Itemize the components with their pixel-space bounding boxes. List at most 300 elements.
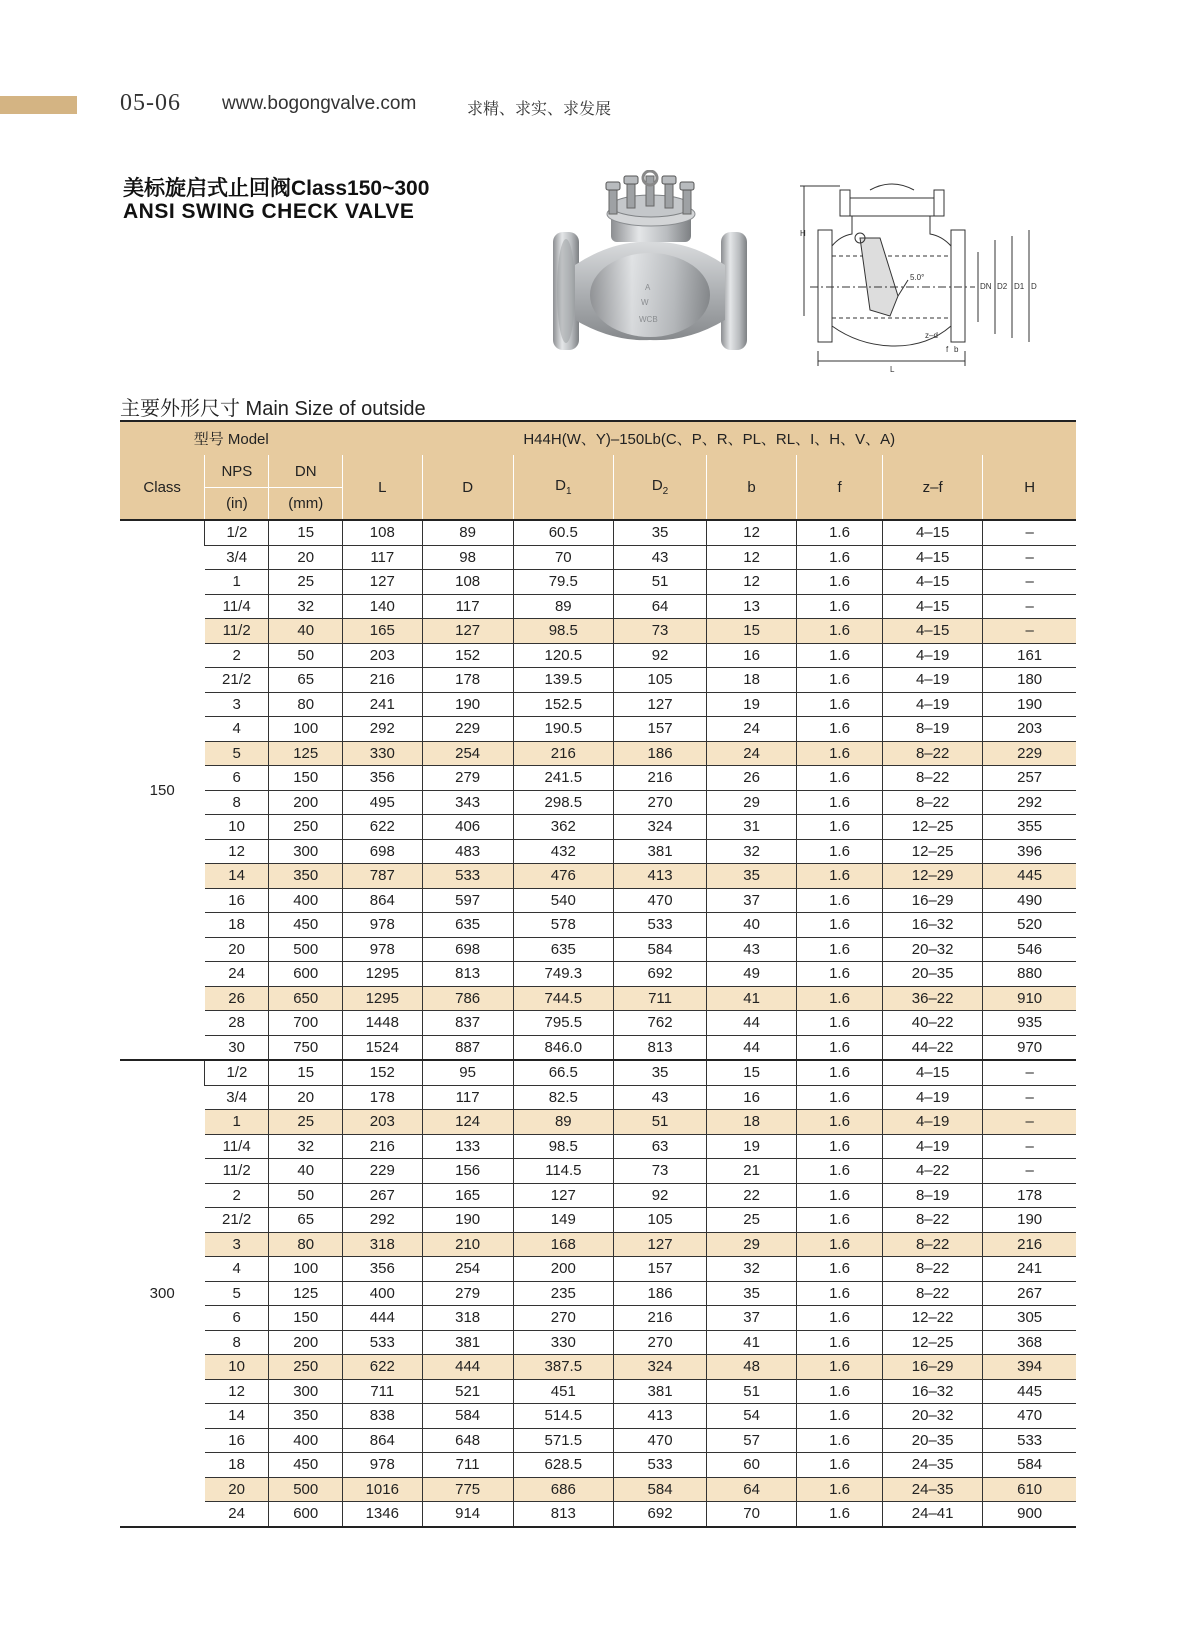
cell-b: 16 [707, 1085, 797, 1110]
table-row [120, 1502, 1076, 1527]
cell-nps: 3/4 [205, 545, 269, 570]
cell-D2: 711 [613, 986, 706, 1011]
col-header-b: b [707, 455, 797, 520]
cell-b: 24 [707, 717, 797, 742]
cell-D1: 749.3 [513, 962, 613, 987]
cell-zf: 24–35 [882, 1477, 982, 1502]
cell-zf: 8–22 [882, 1281, 982, 1306]
cell-D2: 64 [613, 594, 706, 619]
table-row [120, 1134, 1076, 1159]
cell-H: 241 [983, 1257, 1076, 1282]
cell-D: 117 [422, 1085, 513, 1110]
cell-f: 1.6 [797, 839, 883, 864]
cell-zf: 4–15 [882, 594, 982, 619]
cell-dn: 700 [269, 1011, 342, 1036]
cell-H: 190 [983, 692, 1076, 717]
cell-b: 48 [707, 1355, 797, 1380]
cell-D: 914 [422, 1502, 513, 1527]
cell-f: 1.6 [797, 1355, 883, 1380]
cell-f: 1.6 [797, 1306, 883, 1331]
cell-H: 880 [983, 962, 1076, 987]
table-row [120, 717, 1076, 742]
table-row [120, 986, 1076, 1011]
col-header-D2: $D_2$ [613, 455, 706, 520]
cell-D1: 152.5 [513, 692, 613, 717]
cell-H: 292 [983, 790, 1076, 815]
cell-L: 1295 [342, 962, 422, 987]
col-header-class: Class [120, 455, 205, 520]
cell-H: 355 [983, 815, 1076, 840]
cell-nps: 24 [205, 1502, 269, 1527]
cell-D2: 51 [613, 1110, 706, 1135]
cell-L: 127 [342, 570, 422, 595]
cell-L: 444 [342, 1306, 422, 1331]
cell-D1: 540 [513, 888, 613, 913]
cell-f: 1.6 [797, 668, 883, 693]
cell-nps: 6 [205, 766, 269, 791]
cell-nps: 14 [205, 864, 269, 889]
cell-zf: 16–29 [882, 1355, 982, 1380]
cell-nps: 21/2 [205, 668, 269, 693]
cell-D2: 324 [613, 1355, 706, 1380]
cell-H: 584 [983, 1453, 1076, 1478]
cell-dn: 400 [269, 1428, 342, 1453]
table-row [120, 1085, 1076, 1110]
cell-zf: 8–22 [882, 1257, 982, 1282]
cell-H: – [983, 520, 1076, 545]
cell-zf: 20–35 [882, 962, 982, 987]
cell-nps: 11/2 [205, 619, 269, 644]
cell-zf: 12–25 [882, 1330, 982, 1355]
cell-b: 25 [707, 1208, 797, 1233]
cell-b: 31 [707, 815, 797, 840]
cell-L: 152 [342, 1060, 422, 1085]
cell-H: 900 [983, 1502, 1076, 1527]
valve-technical-drawing [800, 176, 1045, 376]
col-header-dn-unit: (mm) [269, 488, 342, 521]
cell-D1: 270 [513, 1306, 613, 1331]
cell-f: 1.6 [797, 1330, 883, 1355]
cell-zf: 8–22 [882, 1232, 982, 1257]
cell-zf: 8–19 [882, 1183, 982, 1208]
cell-D2: 92 [613, 643, 706, 668]
cell-b: 43 [707, 937, 797, 962]
cell-H: – [983, 570, 1076, 595]
cell-D2: 35 [613, 1060, 706, 1085]
col-header-D: D [422, 455, 513, 520]
cell-nps: 30 [205, 1035, 269, 1060]
cell-D1: 60.5 [513, 520, 613, 545]
cell-b: 19 [707, 692, 797, 717]
cell-zf: 36–22 [882, 986, 982, 1011]
cell-D2: 762 [613, 1011, 706, 1036]
cell-L: 400 [342, 1281, 422, 1306]
cell-D2: 51 [613, 570, 706, 595]
cell-D: 786 [422, 986, 513, 1011]
cell-zf: 12–25 [882, 815, 982, 840]
cell-b: 41 [707, 986, 797, 1011]
cell-dn: 300 [269, 839, 342, 864]
cell-dn: 20 [269, 545, 342, 570]
table-row [120, 1355, 1076, 1380]
cell-H: 394 [983, 1355, 1076, 1380]
cell-f: 1.6 [797, 1232, 883, 1257]
cell-zf: 20–32 [882, 937, 982, 962]
cell-D: 584 [422, 1404, 513, 1429]
cell-nps: 12 [205, 839, 269, 864]
cell-L: 787 [342, 864, 422, 889]
cell-L: 1016 [342, 1477, 422, 1502]
cell-b: 22 [707, 1183, 797, 1208]
col-header-f: f [797, 455, 883, 520]
cell-zf: 20–32 [882, 1404, 982, 1429]
cell-D1: 70 [513, 545, 613, 570]
cell-zf: 8–22 [882, 1208, 982, 1233]
cell-nps: 10 [205, 1355, 269, 1380]
cell-dn: 125 [269, 741, 342, 766]
cell-H: 178 [983, 1183, 1076, 1208]
cell-D1: 744.5 [513, 986, 613, 1011]
cell-nps: 20 [205, 1477, 269, 1502]
cell-nps: 8 [205, 790, 269, 815]
cell-L: 292 [342, 717, 422, 742]
cell-dn: 200 [269, 790, 342, 815]
cell-dn: 40 [269, 1159, 342, 1184]
cell-f: 1.6 [797, 1035, 883, 1060]
cell-D1: 98.5 [513, 1134, 613, 1159]
cell-zf: 24–41 [882, 1502, 982, 1527]
cell-f: 1.6 [797, 1011, 883, 1036]
cell-b: 24 [707, 741, 797, 766]
cell-D1: 235 [513, 1281, 613, 1306]
col-header-D1: $D_1$ [513, 455, 613, 520]
main-size-table [120, 420, 1076, 1528]
cell-H: 161 [983, 643, 1076, 668]
cell-L: 140 [342, 594, 422, 619]
dim-label-D: D [1031, 282, 1037, 291]
table-row [120, 864, 1076, 889]
product-title-cn: 美标旋启式止回阀Class150~300 [123, 177, 430, 200]
cell-D: 165 [422, 1183, 513, 1208]
cell-nps: 1 [205, 570, 269, 595]
cell-D2: 73 [613, 1159, 706, 1184]
table-row [120, 1183, 1076, 1208]
cell-D: 279 [422, 1281, 513, 1306]
cell-b: 21 [707, 1159, 797, 1184]
cell-D2: 692 [613, 962, 706, 987]
cell-f: 1.6 [797, 717, 883, 742]
cell-zf: 40–22 [882, 1011, 982, 1036]
cell-nps: 12 [205, 1379, 269, 1404]
cell-zf: 24–35 [882, 1453, 982, 1478]
cell-dn: 150 [269, 766, 342, 791]
cell-dn: 100 [269, 1257, 342, 1282]
cell-D: 210 [422, 1232, 513, 1257]
table-row [120, 520, 1076, 545]
cell-f: 1.6 [797, 815, 883, 840]
cell-f: 1.6 [797, 1208, 883, 1233]
table-row [120, 1035, 1076, 1060]
cell-D1: 82.5 [513, 1085, 613, 1110]
cell-D2: 533 [613, 913, 706, 938]
table-row [120, 1404, 1076, 1429]
cell-zf: 4–15 [882, 545, 982, 570]
cell-dn: 20 [269, 1085, 342, 1110]
cell-D1: 127 [513, 1183, 613, 1208]
cell-b: 15 [707, 619, 797, 644]
cell-D: 152 [422, 643, 513, 668]
cell-dn: 200 [269, 1330, 342, 1355]
cell-zf: 12–22 [882, 1306, 982, 1331]
website-url[interactable]: www.bogongvalve.com [222, 93, 417, 114]
cell-dn: 15 [269, 1060, 342, 1085]
cell-L: 495 [342, 790, 422, 815]
cell-D: 521 [422, 1379, 513, 1404]
table-row [120, 913, 1076, 938]
cell-f: 1.6 [797, 741, 883, 766]
cell-dn: 80 [269, 692, 342, 717]
cell-D: 887 [422, 1035, 513, 1060]
dim-label-b: b [954, 345, 959, 354]
cell-nps: 1/2 [205, 1060, 269, 1085]
cell-L: 1448 [342, 1011, 422, 1036]
cell-H: 305 [983, 1306, 1076, 1331]
cell-f: 1.6 [797, 1477, 883, 1502]
cell-b: 13 [707, 594, 797, 619]
cell-H: 267 [983, 1281, 1076, 1306]
dim-label-D2: D2 [997, 282, 1008, 291]
cell-D2: 584 [613, 937, 706, 962]
cell-nps: 8 [205, 1330, 269, 1355]
cell-D: 127 [422, 619, 513, 644]
table-row [120, 1060, 1076, 1085]
cell-H: 216 [983, 1232, 1076, 1257]
cell-H: 203 [983, 717, 1076, 742]
cell-D: 95 [422, 1060, 513, 1085]
table-row [120, 741, 1076, 766]
cell-D2: 127 [613, 692, 706, 717]
cell-nps: 20 [205, 937, 269, 962]
cell-D2: 63 [613, 1134, 706, 1159]
cell-D2: 92 [613, 1183, 706, 1208]
cell-nps: 10 [205, 815, 269, 840]
cell-L: 216 [342, 1134, 422, 1159]
col-header-dn: DN [269, 455, 342, 488]
table-row [120, 962, 1076, 987]
cell-b: 12 [707, 545, 797, 570]
cell-H: 445 [983, 864, 1076, 889]
svg-text:W: W [641, 298, 649, 307]
cell-L: 229 [342, 1159, 422, 1184]
cell-dn: 25 [269, 1110, 342, 1135]
cell-f: 1.6 [797, 1379, 883, 1404]
table-row [120, 1306, 1076, 1331]
table-row [120, 1208, 1076, 1233]
table-row [120, 1011, 1076, 1036]
cell-dn: 15 [269, 520, 342, 545]
cell-dn: 600 [269, 962, 342, 987]
cell-L: 864 [342, 1428, 422, 1453]
cell-dn: 450 [269, 913, 342, 938]
cell-H: 470 [983, 1404, 1076, 1429]
cell-L: 241 [342, 692, 422, 717]
cell-nps: 4 [205, 717, 269, 742]
cell-D1: 846.0 [513, 1035, 613, 1060]
cell-zf: 16–32 [882, 913, 982, 938]
cell-zf: 4–15 [882, 520, 982, 545]
cell-D2: 470 [613, 888, 706, 913]
cell-L: 178 [342, 1085, 422, 1110]
cell-D1: 139.5 [513, 668, 613, 693]
col-header-nps-unit: (in) [205, 488, 269, 521]
cell-L: 711 [342, 1379, 422, 1404]
cell-nps: 26 [205, 986, 269, 1011]
cell-nps: 18 [205, 913, 269, 938]
cell-f: 1.6 [797, 1502, 883, 1527]
cell-H: – [983, 545, 1076, 570]
cell-f: 1.6 [797, 1257, 883, 1282]
cell-nps: 2 [205, 643, 269, 668]
cell-D2: 813 [613, 1035, 706, 1060]
cell-zf: 4–19 [882, 692, 982, 717]
cell-D: 178 [422, 668, 513, 693]
cell-zf: 8–22 [882, 741, 982, 766]
cell-L: 1295 [342, 986, 422, 1011]
cell-dn: 400 [269, 888, 342, 913]
table-row [120, 545, 1076, 570]
cell-b: 37 [707, 1306, 797, 1331]
cell-zf: 4–19 [882, 1134, 982, 1159]
table-row [120, 1257, 1076, 1282]
cell-D1: 241.5 [513, 766, 613, 791]
cell-f: 1.6 [797, 986, 883, 1011]
cell-nps: 6 [205, 1306, 269, 1331]
cell-L: 330 [342, 741, 422, 766]
cell-b: 64 [707, 1477, 797, 1502]
cell-L: 698 [342, 839, 422, 864]
cell-D: 381 [422, 1330, 513, 1355]
cell-zf: 8–22 [882, 790, 982, 815]
cell-nps: 24 [205, 962, 269, 987]
cell-dn: 150 [269, 1306, 342, 1331]
cell-nps: 4 [205, 1257, 269, 1282]
cell-f: 1.6 [797, 962, 883, 987]
cell-D: 635 [422, 913, 513, 938]
cell-D: 444 [422, 1355, 513, 1380]
cell-D1: 362 [513, 815, 613, 840]
cell-nps: 1 [205, 1110, 269, 1135]
cell-D1: 635 [513, 937, 613, 962]
table-row [120, 668, 1076, 693]
cell-b: 32 [707, 1257, 797, 1282]
cell-D2: 413 [613, 864, 706, 889]
cell-L: 318 [342, 1232, 422, 1257]
cell-L: 978 [342, 1453, 422, 1478]
cell-D: 254 [422, 741, 513, 766]
cell-D: 597 [422, 888, 513, 913]
valve-photo [553, 170, 748, 365]
cell-D: 133 [422, 1134, 513, 1159]
cell-b: 41 [707, 1330, 797, 1355]
cell-zf: 4–19 [882, 643, 982, 668]
cell-zf: 16–32 [882, 1379, 982, 1404]
cell-D1: 571.5 [513, 1428, 613, 1453]
cell-H: 445 [983, 1379, 1076, 1404]
cell-D: 117 [422, 594, 513, 619]
cell-D1: 89 [513, 594, 613, 619]
cell-b: 26 [707, 766, 797, 791]
cell-b: 54 [707, 1404, 797, 1429]
cell-nps: 16 [205, 1428, 269, 1453]
cell-dn: 40 [269, 619, 342, 644]
cell-b: 12 [707, 520, 797, 545]
col-header-L: L [342, 455, 422, 520]
cell-dn: 500 [269, 937, 342, 962]
cell-D: 711 [422, 1453, 513, 1478]
cell-dn: 125 [269, 1281, 342, 1306]
cell-nps: 2 [205, 1183, 269, 1208]
table-row [120, 1453, 1076, 1478]
cell-D: 698 [422, 937, 513, 962]
section-title: 主要外形尺寸 Main Size of outside [120, 398, 426, 420]
cell-L: 267 [342, 1183, 422, 1208]
cell-nps: 5 [205, 1281, 269, 1306]
cell-L: 108 [342, 520, 422, 545]
cell-dn: 65 [269, 668, 342, 693]
cell-H: 396 [983, 839, 1076, 864]
table-body [120, 520, 1076, 1527]
cell-D2: 470 [613, 1428, 706, 1453]
cell-b: 44 [707, 1035, 797, 1060]
cell-b: 29 [707, 1232, 797, 1257]
cell-nps: 14 [205, 1404, 269, 1429]
cell-D: 343 [422, 790, 513, 815]
cell-f: 1.6 [797, 1453, 883, 1478]
cell-dn: 300 [269, 1379, 342, 1404]
cell-dn: 100 [269, 717, 342, 742]
product-title-en: ANSI SWING CHECK VALVE [123, 200, 415, 223]
table-row [120, 1330, 1076, 1355]
cell-L: 978 [342, 913, 422, 938]
table-row [120, 1379, 1076, 1404]
cell-H: – [983, 1060, 1076, 1085]
cell-H: 520 [983, 913, 1076, 938]
cell-f: 1.6 [797, 545, 883, 570]
cell-L: 203 [342, 643, 422, 668]
cell-dn: 350 [269, 864, 342, 889]
col-header-zf: z–f [882, 455, 982, 520]
cell-D1: 216 [513, 741, 613, 766]
cell-D2: 73 [613, 619, 706, 644]
cell-f: 1.6 [797, 937, 883, 962]
cell-D2: 186 [613, 1281, 706, 1306]
cell-f: 1.6 [797, 1134, 883, 1159]
dim-label-D1: D1 [1014, 282, 1025, 291]
table-row [120, 790, 1076, 815]
table-row [120, 839, 1076, 864]
cell-D: 89 [422, 520, 513, 545]
cell-b: 35 [707, 864, 797, 889]
cell-zf: 4–22 [882, 1159, 982, 1184]
table-row [120, 766, 1076, 791]
cell-D2: 35 [613, 520, 706, 545]
cell-D: 837 [422, 1011, 513, 1036]
cell-nps: 21/2 [205, 1208, 269, 1233]
table-row [120, 1281, 1076, 1306]
cell-H: 610 [983, 1477, 1076, 1502]
dim-label-L: L [890, 365, 895, 374]
cell-D1: 451 [513, 1379, 613, 1404]
